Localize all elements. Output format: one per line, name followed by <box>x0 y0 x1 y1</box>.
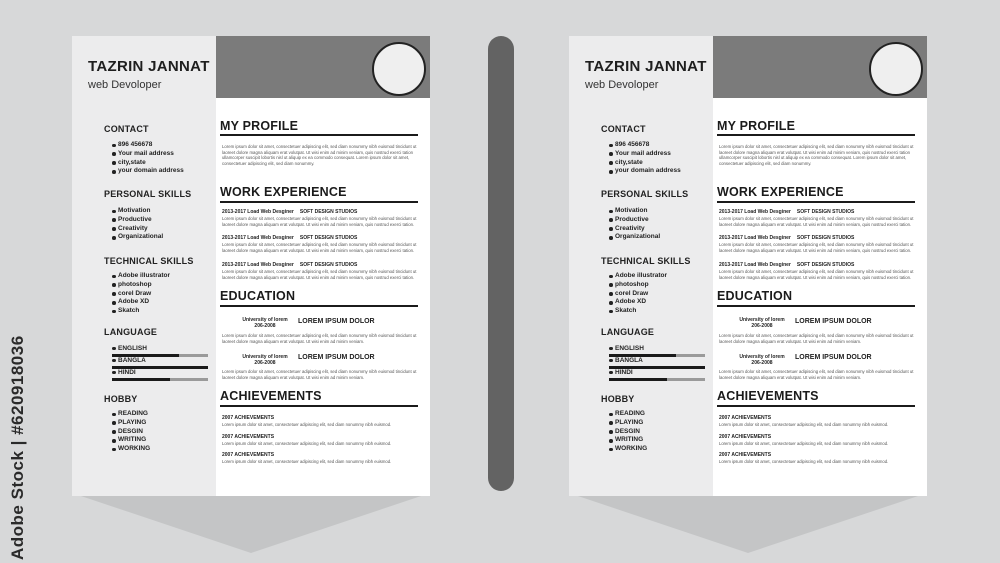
school-years: 206-2008 <box>751 360 773 367</box>
contact-email: Your mail address <box>112 150 184 159</box>
profile-photo-placeholder <box>869 42 923 96</box>
education-degree: LOREM IPSUM DOLOR <box>795 318 872 325</box>
list-item: Productive <box>609 216 660 225</box>
profile-heading: MY PROFILE <box>220 119 299 133</box>
achievement-title: 2007 ACHIEVEMENTS <box>222 415 275 421</box>
list-item: DESGIN <box>112 428 150 437</box>
school-name: University of lorem <box>242 354 288 360</box>
hobby-list <box>609 410 647 454</box>
job-title: 2013-2017 Load Web Desginer <box>719 235 791 241</box>
profile-photo-placeholder <box>372 42 426 96</box>
technical-skills-heading: TECHNICAL SKILLS <box>601 256 691 266</box>
language-bar <box>609 378 705 381</box>
language-heading: LANGUAGE <box>601 327 655 337</box>
education-text: Lorem ipsum dolor sit amet, consectetuer adipiscing elit, sed diam nonummy nibh euismod tincidunt ut laoreet dolore magna aliquam erat volutpat. Ut wisi enim ad minim veniam. <box>719 369 914 380</box>
achievements-heading: ACHIEVEMENTS <box>220 389 322 403</box>
education-heading: EDUCATION <box>220 289 296 303</box>
job-entry <box>719 235 919 241</box>
school-name: University of lorem <box>739 317 785 323</box>
language-label: BANGLA <box>609 357 705 364</box>
school-years: 206-2008 <box>254 323 276 330</box>
education-school <box>232 354 298 367</box>
job-entry <box>719 262 919 268</box>
list-item: Motivation <box>112 207 163 216</box>
job-text: Lorem ipsum dolor sit amet, consectetuer adipiscing elit, sed diam nonummy nibh euismod tincidunt ut laoreet dolore magna aliquam erat volutpat. Ut wisi enim ad minim veniam, quis nostrud exerci tation. <box>222 216 417 227</box>
job-entry <box>222 262 422 268</box>
list-item: corel Draw <box>112 290 170 299</box>
job-title: 2013-2017 Load Web Desginer <box>719 262 791 268</box>
job-entry <box>222 235 422 241</box>
list-item: WORKING <box>112 445 150 454</box>
job-company: SOFT DESIGN STUDIOS <box>299 235 358 241</box>
hobby-heading: HOBBY <box>601 394 635 404</box>
job-company: SOFT DESIGN STUDIOS <box>796 209 855 215</box>
job-company: SOFT DESIGN STUDIOS <box>299 209 358 215</box>
list-item: Adobe XD <box>112 298 170 307</box>
list-item: READING <box>112 410 150 419</box>
resume-role: web Devoloper <box>585 79 659 91</box>
school-name: University of lorem <box>739 354 785 360</box>
profile-rule <box>220 134 418 136</box>
contact-website: your domain address <box>112 167 184 176</box>
job-text: Lorem ipsum dolor sit amet, consectetuer adipiscing elit, sed diam nonummy nibh euismod tincidunt ut laoreet dolore magna aliquam erat volutpat. Ut wisi enim ad minim veniam, quis nostrud exerci tation. <box>719 242 914 253</box>
language-bar-fill <box>112 378 170 381</box>
contact-heading: CONTACT <box>601 124 646 134</box>
list-item: READING <box>609 410 647 419</box>
language-hindi <box>112 369 208 381</box>
achievement-text: Lorem ipsum dolor sit amet, consectetuer adipiscing elit, sed diam nonummy nibh euismod. <box>222 441 392 446</box>
resume-page-right <box>569 36 927 496</box>
contact-list <box>609 141 681 176</box>
list-item: DESGIN <box>609 428 647 437</box>
resume-name: TAZRIN JANNAT <box>585 58 707 75</box>
education-heading: EDUCATION <box>717 289 793 303</box>
resume-page-left <box>72 36 430 496</box>
technical-skills-heading: TECHNICAL SKILLS <box>104 256 194 266</box>
contact-website: your domain address <box>609 167 681 176</box>
language-english <box>609 345 705 357</box>
list-item: corel Draw <box>609 290 667 299</box>
profile-rule <box>717 134 915 136</box>
language-bar-fill <box>609 378 667 381</box>
language-label: HINDI <box>112 369 208 376</box>
technical-skills-list <box>609 272 667 316</box>
job-entry <box>222 209 422 215</box>
center-divider <box>488 36 514 491</box>
personal-skills-list <box>609 207 660 242</box>
education-rule <box>220 305 418 307</box>
list-item: photoshop <box>609 281 667 290</box>
education-school <box>729 354 795 367</box>
list-item: Organizational <box>609 233 660 242</box>
language-heading: LANGUAGE <box>104 327 158 337</box>
language-bangla <box>609 357 705 369</box>
resume-name: TAZRIN JANNAT <box>88 58 210 75</box>
education-text: Lorem ipsum dolor sit amet, consectetuer adipiscing elit, sed diam nonummy nibh euismod tincidunt ut laoreet dolore magna aliquam erat volutpat. Ut wisi enim ad minim veniam. <box>222 369 417 380</box>
contact-heading: CONTACT <box>104 124 149 134</box>
job-company: SOFT DESIGN STUDIOS <box>299 262 358 268</box>
job-entry <box>719 209 919 215</box>
education-degree: LOREM IPSUM DOLOR <box>298 318 375 325</box>
work-rule <box>220 201 418 203</box>
job-company: SOFT DESIGN STUDIOS <box>796 262 855 268</box>
list-item: photoshop <box>112 281 170 290</box>
list-item: PLAYING <box>609 419 647 428</box>
profile-heading: MY PROFILE <box>717 119 796 133</box>
school-name: University of lorem <box>242 317 288 323</box>
language-label: BANGLA <box>112 357 208 364</box>
contact-phone: 896 456678 <box>609 141 681 150</box>
contact-list <box>112 141 184 176</box>
school-years: 206-2008 <box>254 360 276 367</box>
list-item: Creativity <box>112 225 163 234</box>
list-item: Skatch <box>112 307 170 316</box>
contact-location: city,state <box>112 159 184 168</box>
achievements-heading: ACHIEVEMENTS <box>717 389 819 403</box>
achievement-title: 2007 ACHIEVEMENTS <box>719 415 772 421</box>
job-title: 2013-2017 Load Web Desginer <box>222 235 294 241</box>
achievement-text: Lorem ipsum dolor sit amet, consectetuer adipiscing elit, sed diam nonummy nibh euismod. <box>719 459 889 464</box>
list-item: Adobe XD <box>609 298 667 307</box>
work-heading: WORK EXPERIENCE <box>717 185 844 199</box>
technical-skills-list <box>112 272 170 316</box>
achievement-text: Lorem ipsum dolor sit amet, consectetuer adipiscing elit, sed diam nonummy nibh euismod. <box>222 422 392 427</box>
page-shadow-left <box>72 493 430 553</box>
achievements-rule <box>717 405 915 407</box>
list-item: Creativity <box>609 225 660 234</box>
profile-text: Lorem ipsum dolor sit amet, consectetuer adipiscing elit, sed diam nonummy nibh euismod tincidunt ut laoreet dolore magna aliquam erat volutpat. Ut wisi enim ad minim veniam, quis nostrud exerci tation ullamcorper suscipit lobortis nisl ut aliquip ex ea commodo consequat. Lorem ipsum dolor sit amet, consectetuer adipiscing elit, sed diam nonummy. <box>719 144 914 166</box>
achievements-rule <box>220 405 418 407</box>
achievement-text: Lorem ipsum dolor sit amet, consectetuer adipiscing elit, sed diam nonummy nibh euismod. <box>222 459 392 464</box>
contact-email: Your mail address <box>609 150 681 159</box>
list-item: Skatch <box>609 307 667 316</box>
contact-location: city,state <box>609 159 681 168</box>
job-title: 2013-2017 Load Web Desginer <box>222 262 294 268</box>
language-bar <box>112 378 208 381</box>
page-shadow-right <box>569 493 927 553</box>
list-item: Adobe illustrator <box>112 272 170 281</box>
education-school <box>729 317 795 330</box>
list-item: Motivation <box>609 207 660 216</box>
job-text: Lorem ipsum dolor sit amet, consectetuer adipiscing elit, sed diam nonummy nibh euismod tincidunt ut laoreet dolore magna aliquam erat volutpat. Ut wisi enim ad minim veniam, quis nostrud exerci tation. <box>719 216 914 227</box>
personal-skills-list <box>112 207 163 242</box>
achievement-title: 2007 ACHIEVEMENTS <box>222 434 275 440</box>
profile-text: Lorem ipsum dolor sit amet, consectetuer adipiscing elit, sed diam nonummy nibh euismod tincidunt ut laoreet dolore magna aliquam erat volutpat. Ut wisi enim ad minim veniam, quis nostrud exerci tation ullamcorper suscipit lobortis nisl ut aliquip ex ea commodo consequat. Lorem ipsum dolor sit amet, consectetuer adipiscing elit, sed diam nonummy. <box>222 144 417 166</box>
language-bangla <box>112 357 208 369</box>
personal-skills-heading: PERSONAL SKILLS <box>104 189 192 199</box>
list-item: WRITING <box>609 436 647 445</box>
achievement-title: 2007 ACHIEVEMENTS <box>719 434 772 440</box>
job-text: Lorem ipsum dolor sit amet, consectetuer adipiscing elit, sed diam nonummy nibh euismod tincidunt ut laoreet dolore magna aliquam erat volutpat. Ut wisi enim ad minim veniam, quis nostrud exerci tation. <box>222 242 417 253</box>
job-title: 2013-2017 Load Web Desginer <box>719 209 791 215</box>
achievement-title: 2007 ACHIEVEMENTS <box>222 452 275 458</box>
job-text: Lorem ipsum dolor sit amet, consectetuer adipiscing elit, sed diam nonummy nibh euismod tincidunt ut laoreet dolore magna aliquam erat volutpat. Ut wisi enim ad minim veniam, quis nostrud exerci tation. <box>222 269 417 280</box>
language-hindi <box>609 369 705 381</box>
language-english <box>112 345 208 357</box>
education-rule <box>717 305 915 307</box>
language-label: ENGLISH <box>112 345 208 352</box>
school-years: 206-2008 <box>751 323 773 330</box>
stock-watermark: Adobe Stock | #620918036 <box>8 335 27 560</box>
language-label: HINDI <box>609 369 705 376</box>
work-heading: WORK EXPERIENCE <box>220 185 347 199</box>
education-degree: LOREM IPSUM DOLOR <box>795 354 872 361</box>
achievement-text: Lorem ipsum dolor sit amet, consectetuer adipiscing elit, sed diam nonummy nibh euismod. <box>719 441 889 446</box>
list-item: Productive <box>112 216 163 225</box>
list-item: PLAYING <box>112 419 150 428</box>
personal-skills-heading: PERSONAL SKILLS <box>601 189 689 199</box>
list-item: WRITING <box>112 436 150 445</box>
job-text: Lorem ipsum dolor sit amet, consectetuer adipiscing elit, sed diam nonummy nibh euismod tincidunt ut laoreet dolore magna aliquam erat volutpat. Ut wisi enim ad minim veniam, quis nostrud exerci tation. <box>719 269 914 280</box>
education-degree: LOREM IPSUM DOLOR <box>298 354 375 361</box>
list-item: Organizational <box>112 233 163 242</box>
education-text: Lorem ipsum dolor sit amet, consectetuer adipiscing elit, sed diam nonummy nibh euismod tincidunt ut laoreet dolore magna aliquam erat volutpat. Ut wisi enim ad minim veniam. <box>222 333 417 344</box>
work-rule <box>717 201 915 203</box>
resume-role: web Devoloper <box>88 79 162 91</box>
achievement-title: 2007 ACHIEVEMENTS <box>719 452 772 458</box>
education-text: Lorem ipsum dolor sit amet, consectetuer adipiscing elit, sed diam nonummy nibh euismod tincidunt ut laoreet dolore magna aliquam erat volutpat. Ut wisi enim ad minim veniam. <box>719 333 914 344</box>
contact-phone: 896 456678 <box>112 141 184 150</box>
achievement-text: Lorem ipsum dolor sit amet, consectetuer adipiscing elit, sed diam nonummy nibh euismod. <box>719 422 889 427</box>
list-item: Adobe illustrator <box>609 272 667 281</box>
language-label: ENGLISH <box>609 345 705 352</box>
job-company: SOFT DESIGN STUDIOS <box>796 235 855 241</box>
job-title: 2013-2017 Load Web Desginer <box>222 209 294 215</box>
hobby-heading: HOBBY <box>104 394 138 404</box>
hobby-list <box>112 410 150 454</box>
list-item: WORKING <box>609 445 647 454</box>
education-school <box>232 317 298 330</box>
